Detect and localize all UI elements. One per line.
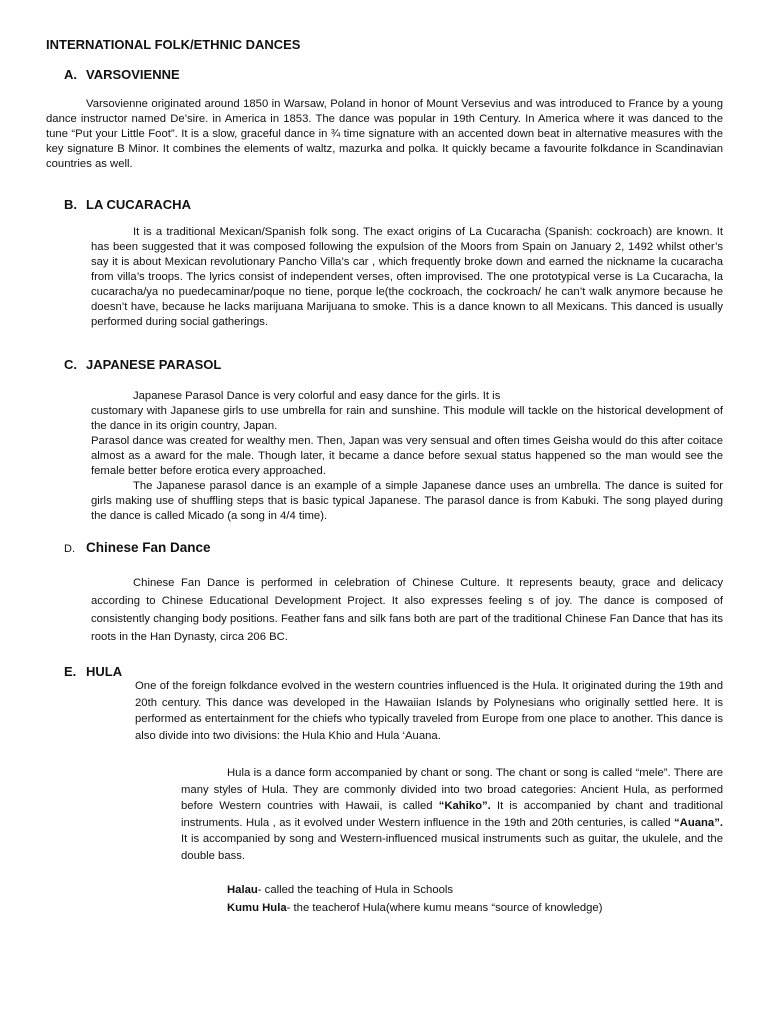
section-c-paragraph-1: customary with Japanese girls to use umbrella for rain and sunshine. This module will tackle on the historical development of the dance in its origin country, Japan. xyxy=(91,405,723,432)
section-d-paragraph: Chinese Fan Dance is performed in celebration of Chinese Culture. It represents beauty, grace and delicacy according to Chinese Educational Development Project. It also expresses feeling s of joy. The dance is composed of consistently changing body positions. Feather fans and silk fans both are part of the traditional Chinese Fan Dance that has its roots in the Han Dynasty, circa 206 BC. xyxy=(91,577,723,643)
auana-term: “Auana”. xyxy=(674,816,723,829)
section-e-heading xyxy=(64,664,122,679)
kumu-hula-text: - the teacherof Hula(where kumu means “source of knowledge) xyxy=(286,902,603,914)
section-c-paragraph-2: Parasol dance was created for wealthy men. Then, Japan was very sensual and often times Geisha would do this after coitace almost as a award for the male. Though later, it became a dance before sexual status happened so the man would see the female better before erotica every approached. xyxy=(91,435,723,477)
section-e-title: HULA xyxy=(86,664,123,679)
section-a-heading xyxy=(64,67,180,82)
halau-text: - called the teaching of Hula in Schools xyxy=(257,884,454,896)
kumu-hula-definition xyxy=(227,901,727,916)
section-e-paragraph-1: One of the foreign folkdance evolved in the western countries influenced is the Hula. It originated during the 19th and 20th century. This dance was developed in the Hawaiian Islands by Polynesians who originally settled here. It is performed as entertainment for the chiefs who typically traveled from Europe from one place to another. This dance is also divide into two divisions: the Hula Khio and Hula ‘Auana. xyxy=(135,680,723,742)
halau-definition xyxy=(227,883,727,898)
section-e-paragraph-2 xyxy=(181,765,723,864)
section-c-intro-line: Japanese Parasol Dance is very colorful and easy dance for the girls. It is xyxy=(133,390,501,402)
section-a-title: VARSOVIENNE xyxy=(86,67,180,82)
section-b-paragraph: It is a traditional Mexican/Spanish folk song. The exact origins of La Cucaracha (Spanish: cockroach) are known. It has been suggested that it was composed following the expulsion of the Moors from Spain on January 2, 1492 whilst other’s say it is about Mexican revolutionary Pancho Villa’s car , which frequently broke down and earned the nickname la cucaracha from villa’s troops. The lyrics consist of independent verses, often improvised. The one prototypical verse is La Cucaracha, la cucaracha/ya no puedecaminar/poque no tiene, porque le(the cockroach, the cockroach/ he can’t walk anymore because he doesn’t have, because he lacks marijuana Marijuana to smoke. This is a dance known to all Mexicans. This danced is usually performed during social gatherings. xyxy=(91,226,723,328)
document-title: INTERNATIONAL FOLK/ETHNIC DANCES xyxy=(46,37,301,52)
halau-term: Halau xyxy=(227,884,258,896)
section-a-letter: A. xyxy=(64,67,77,82)
section-b-letter: B. xyxy=(64,197,77,212)
section-d-title: Chinese Fan Dance xyxy=(86,540,211,555)
section-c-letter: C. xyxy=(64,357,77,372)
hula-description-c: It is accompanied by song and Western-influenced musical instruments such as guitar, the ukulele, and the double bass. xyxy=(181,833,723,862)
section-e-letter: E. xyxy=(64,664,77,679)
section-c-paragraph-3: The Japanese parasol dance is an example of a simple Japanese dance uses an umbrella. The dance is suited for girls making use of shuffling steps that is basic typical Japanese. The parasol dance is from Kabuki. The song played during the dance is called Micado (a song in 4/4 time). xyxy=(91,480,723,522)
section-a-paragraph: Varsovienne originated around 1850 in Warsaw, Poland in honor of Mount Versevius and was introduced to France by a young dance instructor named De’sire. in America in 1853. The dance was popular in 19th Century. In America where it was danced to the tune “Put your Little Foot”. It is a slow, graceful dance in ¾ time signature with an accented down beat in alternative measures with the key signature B Minor. It combines the elements of waltz, mazurka and polka. It quickly became a favourite folkdance in Scandinavian countries as well. xyxy=(46,98,723,170)
kumu-hula-term: Kumu Hula xyxy=(227,902,287,914)
hula-description-b: It is accompanied by chant and traditional instruments. Hula , as it evolved under Western influence in the 19th and 20th centuries, is called xyxy=(181,800,724,829)
kahiko-term: “Kahiko”. xyxy=(438,800,491,812)
section-c-heading xyxy=(64,357,221,372)
section-d-heading xyxy=(64,540,211,555)
section-b-heading xyxy=(64,197,191,212)
section-b-title: LA CUCARACHA xyxy=(86,197,191,212)
hula-description-a: Hula is a dance form accompanied by chant or song. The chant or song is called “mele”. There are many styles of Hula. They are commonly divided into two broad categories: Ancient Hula, as performed before Western countries with Hawaii, is called xyxy=(181,767,723,812)
section-d-letter: D. xyxy=(64,543,75,555)
section-c-title: JAPANESE PARASOL xyxy=(86,357,222,372)
